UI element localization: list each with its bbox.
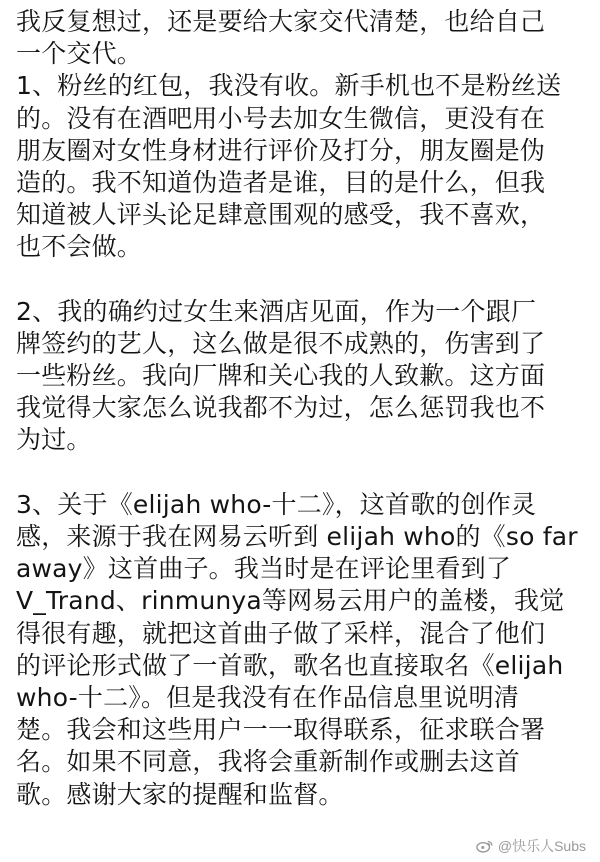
text-line: 一个交代。 — [16, 39, 143, 69]
text-line: 我觉得大家怎么说我都不为过，怎么惩罚我也不 — [16, 393, 546, 423]
text-line: 1、粉丝的红包，我没有收。新手机也不是粉丝送 — [16, 71, 562, 101]
text-line: 一些粉丝。我向厂牌和关心我的人致歉。这方面 — [16, 361, 546, 391]
text-line: 3、关于《elijah who-十二》，这首歌的创作灵 — [16, 489, 537, 519]
text-line: 我反复想过，还是要给大家交代清楚，也给自己 — [16, 7, 546, 36]
text-line: 朋友圈对女性身材进行评价及打分，朋友圈是伪 — [16, 135, 546, 165]
text-line: 为过。 — [16, 425, 92, 455]
text-line: who-十二》。但是我没有在作品信息里说明清 — [16, 682, 519, 712]
text-line: 知道被人评头论足肆意围观的感受，我不喜欢， — [16, 200, 546, 230]
text-line: 2、我的确约过女生来酒店见面，作为一个跟厂 — [16, 296, 537, 326]
weibo-icon — [476, 839, 494, 853]
text-line: 的。没有在酒吧用小号去加女生微信，更没有在 — [16, 103, 546, 133]
text-line: 也不会做。 — [16, 232, 143, 262]
watermark — [476, 838, 586, 854]
statement-text — [16, 6, 586, 811]
text-line: 感，来源于我在网易云听到 elijah who的《so far — [16, 522, 578, 551]
text-line: 名。如果不同意，我将会重新制作或删去这首 — [16, 747, 521, 777]
text-line: 的评论形式做了一首歌，歌名也直接取名《elijah — [16, 650, 564, 680]
paragraph-gap — [16, 264, 586, 296]
text-line: 牌签约的艺人，这么做是很不成熟的，伤害到了 — [16, 328, 546, 358]
paragraph-gap — [16, 457, 586, 489]
watermark-text: @快乐人Subs — [497, 838, 586, 854]
text-line: 楚。我会和这些用户一一取得联系，征求联合署 — [16, 715, 546, 745]
text-line: 得很有趣，就把这首曲子做了采样，混合了他们 — [16, 618, 546, 648]
text-line: 造的。我不知道伪造者是谁，目的是什么，但我 — [16, 167, 546, 197]
text-line: V_Trand、rinmunya等网易云用户的盖楼，我觉 — [16, 586, 565, 616]
text-line: 歌。感谢大家的提醒和监督。 — [16, 779, 344, 809]
text-line: away》这首曲子。我当时是在评论里看到了 — [16, 554, 512, 584]
